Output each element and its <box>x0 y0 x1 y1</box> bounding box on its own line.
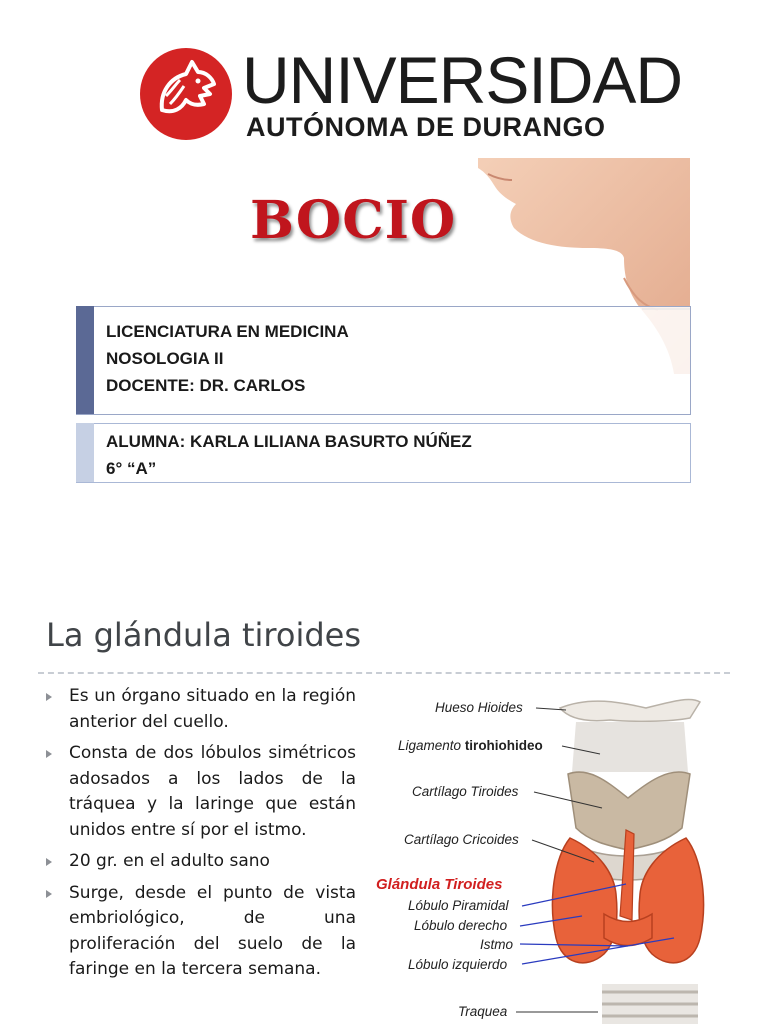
label-lobulo-derecho: Lóbulo derecho <box>414 918 508 933</box>
course-info-accent-bar <box>76 306 94 414</box>
label-ligamento: Ligamento tirohiohideo <box>398 738 543 753</box>
student-info-accent-bar <box>76 423 94 482</box>
course-line: LICENCIATURA EN MEDICINA <box>106 322 349 341</box>
bullet-arrow-icon <box>46 750 52 758</box>
student-line: 6° “A” <box>106 459 157 478</box>
bullet-item: 20 gr. en el adulto sano <box>46 849 356 875</box>
student-info-text <box>106 428 472 482</box>
course-line: NOSOLOGIA II <box>106 349 224 368</box>
trachea-illustration <box>602 984 698 1024</box>
logo-university-text: UNIVERSIDAD <box>242 43 683 117</box>
wolf-emblem-icon <box>140 48 232 140</box>
thyroid-gland-illustration <box>552 830 703 963</box>
label-hueso-hioides: Hueso Hioides <box>435 700 523 715</box>
thyroid-anatomy-diagram <box>370 688 750 1024</box>
bullet-arrow-icon <box>46 693 52 701</box>
thyrohyoid-ligament-illustration <box>572 722 688 772</box>
label-traquea: Traquea <box>458 1004 508 1019</box>
label-cartilago-tiroides: Cartílago Tiroides <box>412 784 519 799</box>
slide-title: BOCIO <box>250 190 457 251</box>
bullet-list <box>46 684 356 989</box>
label-lobulo-piramidal: Lóbulo Piramidal <box>408 898 509 913</box>
student-line: ALUMNA: KARLA LILIANA BASURTO NÚÑEZ <box>106 432 472 451</box>
label-lobulo-izquierdo: Lóbulo izquierdo <box>408 957 508 972</box>
course-info-text <box>106 318 349 399</box>
bullet-item: Surge, desde el punto de vista embriológico, de una proliferación del suelo de la faringe en la tercera semana. <box>46 881 356 983</box>
label-istmo: Istmo <box>480 937 514 952</box>
course-line: DOCENTE: DR. CARLOS <box>106 376 306 395</box>
hyoid-bone-illustration <box>560 700 700 722</box>
logo-subtitle-text: AUTÓNOMA DE DURANGO <box>246 112 606 142</box>
university-logo <box>124 40 683 152</box>
bullet-arrow-icon <box>46 890 52 898</box>
bullet-item: Consta de dos lóbulos simétricos adosados a los lados de la tráquea y la laringe que están unidos entre sí por el istmo. <box>46 741 356 843</box>
label-cartilago-cricoides: Cartílago Cricoides <box>404 832 519 847</box>
slide-heading: La glándula tiroides <box>46 616 361 654</box>
bullet-item: Es un órgano situado en la región anterior del cuello. <box>46 684 356 735</box>
title-divider <box>38 672 730 674</box>
label-glandula-tiroides: Glándula Tiroides <box>376 876 503 893</box>
bullet-arrow-icon <box>46 858 52 866</box>
